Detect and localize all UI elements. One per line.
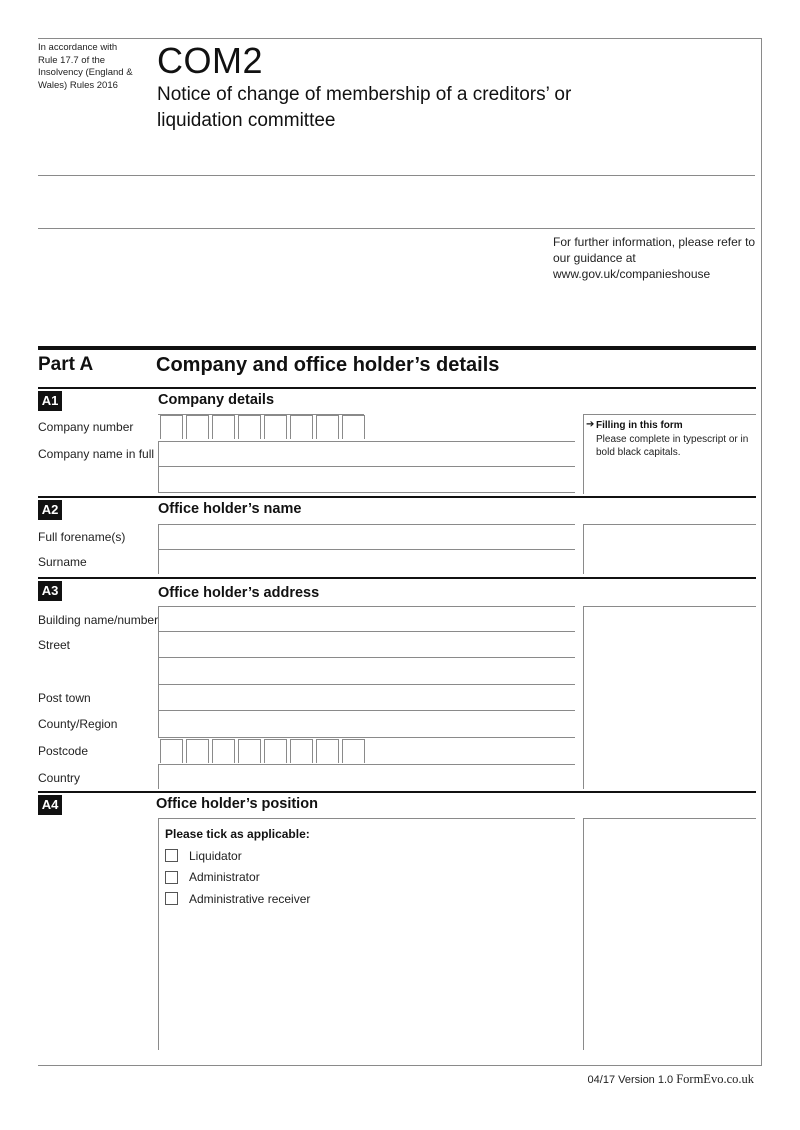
administrative-receiver-checkbox[interactable] — [165, 892, 178, 905]
char-cell[interactable] — [238, 415, 261, 439]
tick-instruction: Please tick as applicable: — [165, 827, 310, 841]
section-bar — [38, 791, 756, 793]
side-note-box — [583, 606, 756, 789]
side-note-box — [583, 818, 756, 1050]
version-text: 04/17 Version 1.0 — [587, 1074, 674, 1086]
postcode-field[interactable] — [158, 738, 368, 764]
section-bar — [38, 387, 756, 389]
street-field-line2[interactable] — [158, 658, 575, 685]
char-cell[interactable] — [290, 739, 313, 763]
divider — [38, 228, 755, 229]
char-cell[interactable] — [212, 739, 235, 763]
street-label: Street — [38, 638, 71, 652]
char-cell[interactable] — [342, 415, 365, 439]
char-cell[interactable] — [186, 415, 209, 439]
char-cell[interactable] — [290, 415, 313, 439]
county-label: County/Region — [38, 717, 118, 731]
form-code: COM2 — [157, 40, 264, 81]
char-cell[interactable] — [160, 739, 183, 763]
guidance-text: For further information, please refer to our guidance at www.gov.uk/companieshouse — [553, 235, 756, 281]
company-name-field-line2[interactable] — [158, 467, 575, 493]
forename-field[interactable] — [158, 524, 575, 550]
administrator-label: Administrator — [189, 870, 260, 884]
liquidator-checkbox[interactable] — [165, 849, 178, 862]
post-town-label: Post town — [38, 691, 91, 705]
company-name-label: Company name in full — [38, 447, 155, 461]
forename-label: Full forename(s) — [38, 530, 126, 544]
section-bar — [38, 496, 756, 498]
char-cell[interactable] — [316, 739, 339, 763]
form-title: Notice of change of membership of a creditors’ or liquidation committee — [157, 84, 572, 131]
liquidator-label: Liquidator — [189, 849, 242, 863]
post-town-field[interactable] — [158, 685, 575, 711]
section-tag-a3: A3 — [38, 581, 62, 601]
surname-field[interactable] — [159, 550, 575, 574]
part-title: Company and office holder’s details — [156, 354, 500, 376]
char-cell[interactable] — [342, 739, 365, 763]
rule-reference: In accordance with Rule 17.7 of the Insolvency (England & Wales) Rules 2016 — [38, 42, 133, 91]
administrative-receiver-label: Administrative receiver — [189, 892, 311, 906]
char-cell[interactable] — [212, 415, 235, 439]
section-tag-a2: A2 — [38, 500, 62, 520]
char-cell[interactable] — [238, 739, 261, 763]
filling-text: Please complete in typescript or in bold black capitals. — [596, 434, 749, 458]
section-bar — [38, 577, 756, 579]
section-title-a1: Company details — [158, 392, 275, 408]
char-cell[interactable] — [160, 415, 183, 439]
char-cell[interactable] — [264, 739, 287, 763]
divider — [38, 175, 755, 176]
surname-label: Surname — [38, 555, 87, 569]
brand-text: FormEvo.co.uk — [676, 1072, 754, 1086]
side-note-box — [583, 524, 756, 574]
part-label: Part A — [38, 354, 94, 375]
street-field-line1[interactable] — [158, 632, 575, 658]
company-number-field[interactable] — [158, 414, 368, 440]
char-cell[interactable] — [264, 415, 287, 439]
country-field[interactable] — [159, 765, 575, 789]
char-cell[interactable] — [186, 739, 209, 763]
company-name-field-line1[interactable] — [158, 441, 575, 467]
building-field[interactable] — [158, 606, 575, 632]
part-a-bar — [38, 346, 756, 350]
section-tag-a4: A4 — [38, 795, 62, 815]
char-cell[interactable] — [316, 415, 339, 439]
county-field[interactable] — [158, 711, 575, 738]
company-number-label: Company number — [38, 420, 134, 434]
footer — [588, 1072, 754, 1087]
filling-in-note — [583, 414, 756, 494]
position-box — [158, 818, 575, 1050]
section-tag-a1: A1 — [38, 391, 62, 411]
building-label: Building name/number — [38, 613, 159, 627]
postcode-label: Postcode — [38, 744, 89, 758]
filling-title: Filling in this form — [596, 420, 683, 431]
arrow-right-icon: ➔ — [586, 419, 595, 430]
section-title-a2: Office holder’s name — [158, 501, 302, 517]
country-label: Country — [38, 771, 81, 785]
section-title-a4: Office holder’s position — [156, 796, 318, 812]
section-title-a3: Office holder’s address — [158, 585, 320, 601]
administrator-checkbox[interactable] — [165, 871, 178, 884]
